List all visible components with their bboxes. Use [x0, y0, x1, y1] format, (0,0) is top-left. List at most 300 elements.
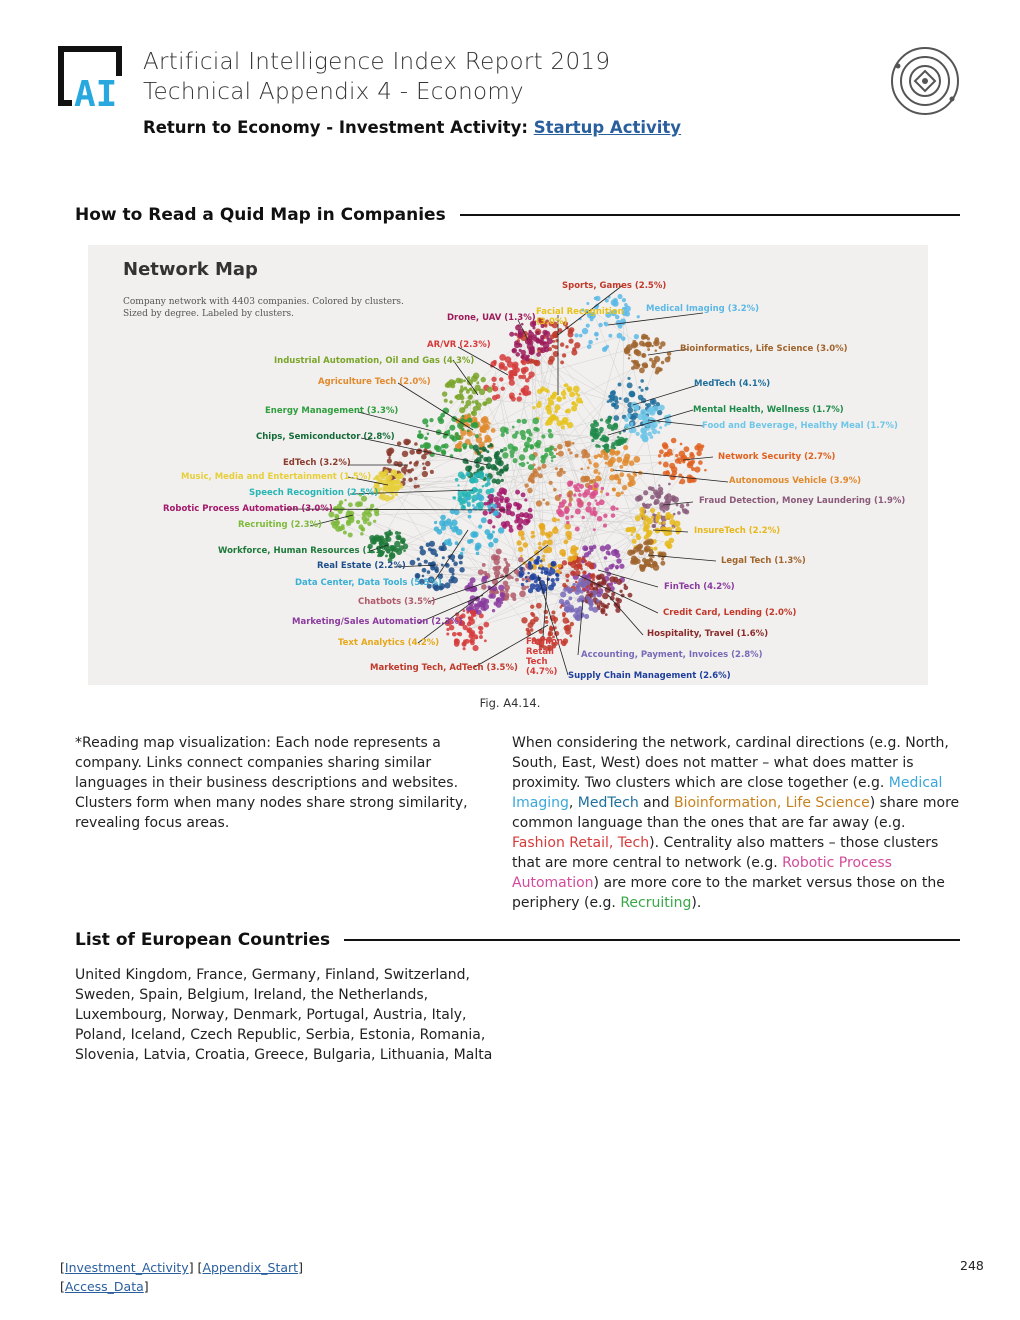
network-node: [595, 499, 598, 502]
network-node: [489, 511, 492, 514]
network-node: [647, 530, 653, 536]
network-node: [524, 441, 530, 447]
network-node: [484, 483, 488, 487]
network-node: [536, 603, 542, 609]
network-node: [528, 508, 533, 513]
network-node: [434, 445, 439, 450]
network-node: [423, 467, 427, 471]
map-label: Agriculture Tech (2.0%): [318, 377, 431, 387]
network-node: [480, 417, 487, 424]
network-node: [616, 567, 619, 570]
network-node: [463, 647, 466, 650]
network-node: [467, 585, 470, 588]
network-node: [613, 298, 618, 303]
network-node: [511, 396, 516, 401]
network-node: [610, 457, 616, 463]
report-title-line1: Artificial Intelligence Index Report 2019: [143, 49, 611, 75]
network-node: [556, 420, 562, 426]
network-node: [545, 501, 549, 505]
network-node: [594, 514, 597, 517]
network-node: [441, 444, 445, 448]
network-node: [400, 538, 405, 543]
network-node: [449, 425, 455, 431]
network-node: [649, 503, 652, 506]
reading-note: *Reading map visualization: Each node represents a company. Links connect companies sharing similar languages in their business descriptions and websites. Clusters form when many nodes share strong similarity, revealing focus areas.: [75, 735, 468, 831]
network-node: [426, 424, 429, 427]
page-number: 248: [960, 1258, 984, 1273]
network-node: [517, 540, 522, 545]
network-node: [650, 564, 654, 568]
network-node: [638, 386, 641, 389]
network-node: [442, 451, 447, 456]
network-node: [460, 474, 466, 480]
network-node: [452, 632, 457, 637]
network-node: [641, 354, 644, 357]
network-node: [622, 485, 627, 490]
network-node: [669, 538, 675, 544]
network-node: [544, 610, 548, 614]
svg-text:AI: AI: [74, 74, 118, 110]
network-node: [523, 519, 530, 526]
network-node: [540, 335, 545, 340]
network-node: [592, 507, 596, 511]
network-node: [388, 480, 394, 486]
network-node: [601, 434, 606, 439]
network-node: [488, 585, 491, 588]
map-label: Legal Tech (1.3%): [721, 556, 806, 566]
network-node: [537, 340, 540, 343]
network-node: [680, 504, 685, 509]
network-node: [534, 360, 541, 367]
network-node: [511, 576, 514, 579]
network-node: [672, 527, 674, 529]
network-node: [566, 408, 571, 413]
network-node: [488, 494, 494, 500]
network-node: [410, 560, 416, 566]
network-node: [492, 386, 498, 392]
network-node: [476, 637, 478, 639]
network-node: [522, 578, 525, 581]
network-node: [548, 433, 553, 438]
network-node: [523, 542, 528, 547]
network-node: [571, 555, 577, 561]
network-node: [649, 409, 655, 415]
network-node: [600, 591, 603, 594]
network-node: [579, 484, 584, 489]
network-node: [623, 445, 628, 450]
network-node: [391, 495, 394, 498]
network-node: [530, 628, 534, 632]
network-node: [518, 342, 521, 345]
network-node: [499, 354, 506, 361]
network-node: [561, 391, 567, 397]
map-label: InsureTech (2.2%): [694, 526, 781, 536]
network-node: [574, 333, 578, 337]
network-node: [565, 516, 569, 520]
network-node: [467, 501, 471, 505]
network-node: [506, 464, 509, 467]
network-node: [461, 428, 464, 431]
map-label: Marketing/Sales Automation (2.3%): [292, 617, 463, 627]
map-label: Music, Media and Entertainment (1.5%): [181, 472, 372, 482]
network-node: [496, 602, 502, 608]
network-node: [493, 465, 497, 469]
map-label: MedTech (4.1%): [694, 379, 771, 389]
network-node: [533, 616, 539, 622]
network-node: [666, 493, 671, 498]
network-node: [569, 634, 572, 637]
map-label: Recruiting (2.3%): [238, 520, 322, 530]
network-node: [688, 476, 695, 483]
map-label: Facial Recognition (3.0%): [536, 307, 624, 327]
network-node: [489, 386, 492, 389]
network-node: [704, 469, 707, 472]
network-node: [451, 437, 454, 440]
network-node: [631, 415, 636, 420]
network-node: [482, 576, 486, 580]
network-node: [525, 378, 530, 383]
network-node: [632, 340, 636, 344]
network-node: [644, 535, 649, 540]
network-node: [611, 513, 616, 518]
network-node: [578, 564, 581, 567]
access-data-link[interactable]: Access_Data: [64, 1279, 144, 1294]
network-node: [492, 525, 495, 528]
network-node: [498, 527, 504, 533]
network-node: [518, 547, 523, 552]
network-node: [677, 511, 681, 515]
network-node: [637, 315, 640, 318]
network-node: [576, 397, 582, 403]
network-node: [548, 417, 554, 423]
return-prefix: Return to Economy - Investment Activity:: [143, 118, 534, 137]
network-node: [559, 502, 565, 508]
network-node: [484, 502, 488, 506]
network-node: [628, 357, 630, 359]
network-node: [401, 467, 407, 473]
network-node: [483, 449, 486, 452]
network-node: [468, 509, 473, 514]
network-node: [510, 592, 516, 598]
network-node: [384, 532, 387, 535]
network-node: [630, 526, 637, 533]
network-node: [675, 454, 678, 457]
section-title: List of European Countries: [75, 930, 331, 950]
network-node: [568, 339, 573, 344]
network-node: [659, 368, 663, 372]
network-node: [642, 362, 648, 368]
network-node: [527, 622, 533, 628]
network-node: [580, 568, 583, 571]
network-node: [494, 362, 497, 365]
network-node: [644, 335, 648, 339]
network-node: [597, 576, 601, 580]
network-node: [612, 487, 616, 491]
network-node: [582, 492, 588, 498]
network-node: [482, 510, 487, 515]
network-node: [551, 578, 555, 582]
network-node: [575, 570, 581, 576]
network-node: [389, 485, 395, 491]
network-node: [576, 547, 579, 550]
network-node: [536, 443, 540, 447]
network-node: [536, 352, 541, 357]
network-node: [528, 588, 533, 593]
network-node: [602, 347, 607, 352]
network-node: [659, 405, 665, 411]
network-node: [566, 521, 570, 525]
map-label: Autonomous Vehicle (3.9%): [729, 476, 862, 486]
network-node: [531, 535, 534, 538]
network-node: [608, 564, 613, 569]
map-label: Accounting, Payment, Invoices (2.8%): [581, 650, 763, 660]
network-node: [551, 562, 556, 567]
network-node: [528, 475, 534, 481]
network-node: [547, 539, 553, 545]
network-node: [504, 468, 508, 472]
network-node: [501, 479, 504, 482]
network-node: [652, 429, 658, 435]
network-node: [612, 423, 619, 430]
network-node: [356, 520, 360, 524]
network-node: [616, 457, 622, 463]
network-node: [643, 516, 649, 522]
return-line: [143, 118, 681, 137]
network-node: [571, 349, 577, 355]
network-node: [567, 422, 573, 428]
network-node: [500, 499, 504, 503]
network-node: [554, 392, 557, 395]
network-node: [555, 467, 558, 470]
network-node: [600, 418, 603, 421]
network-node: [414, 477, 418, 481]
network-node: [446, 632, 449, 635]
network-node: [654, 499, 660, 505]
network-node: [479, 389, 485, 395]
network-node: [495, 458, 502, 465]
network-node: [541, 571, 544, 574]
section-heading-quid-map: [75, 205, 960, 225]
network-node: [597, 516, 603, 522]
network-node: [610, 505, 615, 510]
network-node: [435, 569, 438, 572]
network-node: [552, 331, 559, 338]
network-node: [463, 625, 468, 630]
network-node: [457, 632, 460, 635]
network-node: [447, 541, 452, 546]
network-node: [572, 442, 575, 445]
network-node: [542, 566, 545, 569]
network-node: [635, 559, 640, 564]
hai-seal-icon: [888, 44, 962, 118]
network-node: [625, 528, 630, 533]
network-node: [454, 639, 460, 645]
network-node: [463, 407, 466, 410]
network-node: [593, 469, 598, 474]
network-node: [543, 499, 546, 502]
network-node: [373, 520, 376, 523]
network-node: [542, 330, 548, 336]
network-node: [484, 440, 487, 443]
network-node: [339, 503, 342, 506]
network-node: [569, 327, 575, 333]
network-node: [427, 433, 430, 436]
network-node: [619, 465, 623, 469]
network-node: [512, 348, 518, 354]
network-node: [617, 480, 621, 484]
network-node: [402, 451, 408, 457]
network-node: [671, 438, 677, 444]
network-node: [632, 344, 635, 347]
directions-text-5: ).: [691, 895, 702, 911]
network-node: [619, 590, 622, 593]
network-node: [586, 302, 589, 305]
network-node: [468, 617, 471, 620]
map-label: FinTech (4.2%): [664, 582, 735, 592]
network-node: [422, 462, 424, 464]
map-label: Medical Imaging (3.2%): [646, 304, 760, 314]
network-node: [555, 577, 559, 581]
section-title: How to Read a Quid Map in Companies: [75, 205, 446, 225]
network-node: [627, 377, 630, 380]
network-node: [595, 296, 598, 299]
recruiting-term: Recruiting: [620, 895, 692, 911]
network-node: [628, 354, 630, 356]
network-node: [680, 479, 686, 485]
network-node: [553, 621, 556, 624]
network-node: [429, 541, 435, 547]
network-node: [581, 449, 588, 456]
network-node: [654, 547, 658, 551]
network-node: [529, 433, 533, 437]
network-node: [605, 613, 608, 616]
network-node: [632, 539, 637, 544]
network-node: [536, 500, 542, 506]
network-node: [628, 593, 633, 598]
network-node: [671, 466, 673, 468]
network-node: [627, 413, 631, 417]
network-node: [452, 573, 455, 576]
network-node: [641, 414, 646, 419]
leader-line: [633, 385, 698, 405]
startup-activity-link[interactable]: Startup Activity: [533, 118, 682, 137]
network-node: [472, 499, 475, 502]
network-node: [582, 557, 585, 560]
network-node: [605, 462, 608, 465]
network-node: [575, 581, 578, 584]
network-node: [657, 431, 660, 434]
network-node: [543, 549, 547, 553]
network-node: [503, 447, 507, 451]
network-node: [539, 526, 545, 532]
network-node: [538, 567, 541, 570]
network-node: [386, 474, 392, 480]
map-label: Hospitality, Travel (1.6%): [647, 629, 769, 639]
network-node: [650, 495, 655, 500]
network-node: [552, 345, 555, 348]
network-node: [518, 557, 524, 563]
network-node: [525, 580, 528, 583]
network-node: [439, 520, 445, 526]
network-node: [473, 422, 477, 426]
network-node: [372, 540, 377, 545]
network-node: [449, 567, 455, 573]
network-node: [628, 475, 634, 481]
network-node: [437, 416, 443, 422]
network-node: [466, 498, 469, 501]
network-node: [645, 403, 648, 406]
investment-activity-link[interactable]: Investment_Activity: [64, 1260, 189, 1275]
network-node: [588, 459, 591, 462]
network-node: [494, 453, 498, 457]
network-node: [548, 429, 552, 433]
network-node: [660, 561, 665, 566]
network-node: [492, 504, 497, 509]
network-node: [541, 434, 545, 438]
network-node: [686, 503, 689, 506]
network-node: [628, 391, 635, 398]
network-node: [661, 361, 665, 365]
network-node: [567, 620, 570, 623]
network-node: [422, 568, 427, 573]
network-node: [657, 512, 660, 515]
network-node: [467, 376, 470, 379]
directions-comma: ,: [568, 795, 578, 811]
network-node: [522, 392, 526, 396]
network-node: [481, 517, 487, 523]
network-node: [506, 502, 512, 508]
network-node: [518, 333, 523, 338]
network-node: [622, 298, 626, 302]
network-node: [335, 525, 341, 531]
network-node: [470, 388, 473, 391]
map-label: Workforce, Human Resources (1.1%): [218, 546, 394, 556]
network-node: [519, 393, 522, 396]
network-node: [557, 519, 560, 522]
network-node: [455, 541, 459, 545]
network-node: [422, 471, 428, 477]
network-node: [578, 493, 582, 497]
network-node: [527, 630, 530, 633]
section-heading-european-countries: [75, 930, 960, 950]
network-node: [602, 593, 609, 600]
network-node: [467, 622, 472, 627]
network-node: [395, 531, 399, 535]
network-node: [612, 403, 616, 407]
network-node: [551, 582, 556, 587]
network-node: [450, 575, 454, 579]
network-node: [669, 474, 676, 481]
network-node: [549, 481, 553, 485]
network-node: [655, 341, 658, 344]
network-node: [565, 345, 568, 348]
network-node: [541, 464, 546, 469]
network-node: [501, 433, 505, 437]
network-node: [616, 558, 621, 563]
network-node: [510, 511, 515, 516]
appendix-start-link[interactable]: Appendix_Start: [202, 1260, 299, 1275]
network-node: [635, 515, 641, 521]
network-node: [492, 395, 497, 400]
network-node: [491, 428, 496, 433]
network-node: [636, 432, 640, 436]
network-node: [619, 564, 624, 569]
network-node: [587, 344, 592, 349]
map-label: Bioinformatics, Life Science (3.0%): [680, 344, 848, 354]
network-node: [343, 531, 347, 535]
network-node: [514, 333, 517, 336]
network-node: [651, 400, 655, 404]
